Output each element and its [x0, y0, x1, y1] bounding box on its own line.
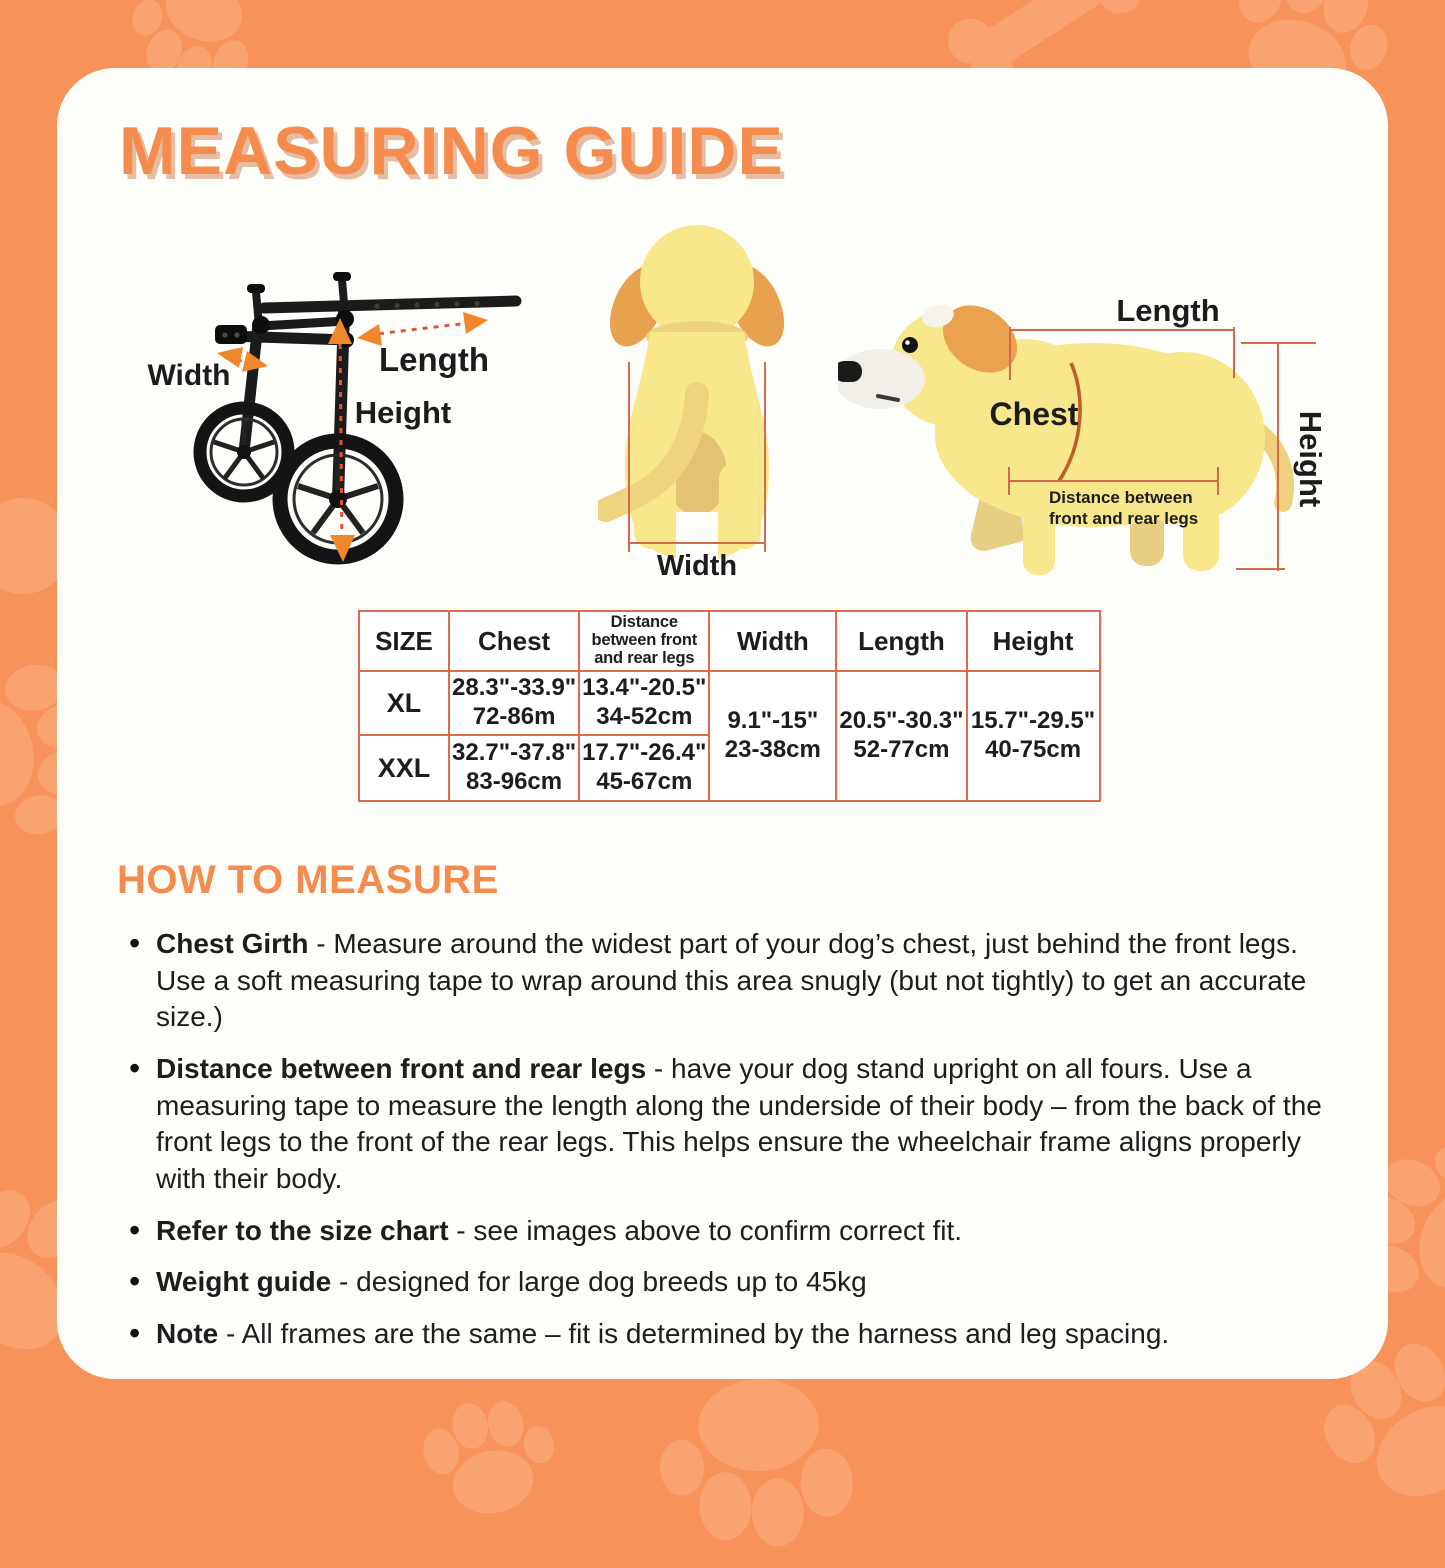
header-width: Width: [709, 611, 836, 671]
cell-xxl-chest: [449, 735, 579, 801]
bullet-lead: Weight guide: [156, 1266, 332, 1298]
value-in: 20.5"-30.3": [839, 707, 964, 735]
bullet-lead: Note: [156, 1318, 219, 1350]
header-height: Height: [967, 611, 1100, 671]
how-to-measure-heading: HOW TO MEASURE: [117, 858, 499, 902]
wheelchair-illustration: [125, 262, 615, 612]
dog-side-distance-label-line1: Distance between: [1049, 488, 1193, 507]
size-table-header-row: [359, 611, 1100, 671]
value-in: 13.4"-20.5": [582, 674, 707, 702]
dog-side-distance-label-line2: front and rear legs: [1049, 509, 1199, 528]
how-to-measure-list: [156, 926, 1348, 1368]
dog-side-view-illustration: [838, 283, 1338, 603]
paw-icon: [657, 1362, 864, 1568]
bullet-lead: Chest Girth: [156, 928, 309, 959]
dog-side-figure: [838, 291, 1285, 575]
bullet-text: - see images above to confirm correct fit.: [448, 1214, 963, 1246]
cell-xxl-distance: [579, 735, 709, 801]
bullet-text: - designed for large dog breeds up to 45kg: [331, 1266, 867, 1298]
value-in: 28.3"-33.9": [452, 674, 577, 702]
bullet-text: - have your dog stand upright on all fours. Use a measuring tape to measure the length along the underside of their body – from the back of the front legs to the front of the rear legs. This helps ensure the wheelchair frame aligns properly with their body.: [156, 1053, 1322, 1195]
bullet-note: [156, 1316, 1348, 1353]
value-in: 15.7"-29.5": [970, 707, 1096, 735]
bullet-text: - Measure around the widest part of your dog’s chest, just behind the front legs. Use a soft measuring tape to wrap around this area snugly (but not tightly) to get an accurate size.): [156, 928, 1307, 1033]
size-table-row-xl: [359, 671, 1100, 735]
cell-width: [709, 671, 836, 801]
header-distance: Distance between front and rear legs: [579, 611, 709, 671]
page-title: MEASURING GUIDE: [119, 113, 784, 189]
cell-xl-distance: [579, 671, 709, 735]
dog-back-width-label: Width: [656, 550, 738, 582]
value-cm: 34-52cm: [596, 703, 693, 730]
bullet-lead: Refer to the size chart: [156, 1214, 449, 1246]
header-chest: Chest: [449, 611, 579, 671]
size-table: [358, 610, 1101, 802]
bullet-size-chart: [156, 1213, 1348, 1250]
dog-back-view-illustration: [598, 212, 870, 602]
header-size: SIZE: [359, 611, 449, 671]
value-cm: 45-67cm: [596, 768, 693, 795]
value-in: 17.7"-26.4": [582, 739, 707, 767]
cell-xl-chest: [449, 671, 579, 735]
bullet-text: - All frames are the same – fit is determined by the harness and leg spacing.: [218, 1318, 1170, 1350]
bullet-weight-guide: [156, 1264, 1348, 1301]
value-in: 32.7"-37.8": [452, 739, 577, 767]
value-cm: 52-77cm: [853, 736, 950, 763]
value-cm: 40-75cm: [984, 736, 1082, 763]
value-cm: 72-86m: [472, 703, 556, 730]
cell-xxl-size: XXL: [359, 735, 449, 801]
header-length: Length: [836, 611, 966, 671]
wheelchair-height-label: Height: [354, 395, 452, 430]
paw-icon: [407, 1375, 567, 1535]
dog-side-height-label: Height: [1293, 410, 1328, 508]
cell-height: [967, 671, 1100, 801]
cell-length: [836, 671, 966, 801]
value-in: 9.1"-15": [727, 707, 819, 735]
bullet-chest-girth: [156, 926, 1348, 1036]
cell-xl-size: XL: [359, 671, 449, 735]
wheelchair-width-label: Width: [147, 359, 231, 392]
dog-side-length-label: Length: [1116, 293, 1220, 328]
bullet-lead: Distance between front and rear legs: [156, 1053, 647, 1085]
bullet-distance: [156, 1051, 1348, 1198]
wheelchair-length-label: Length: [379, 341, 489, 378]
value-cm: 83-96cm: [466, 768, 563, 795]
value-cm: 23-38cm: [724, 736, 821, 763]
dog-side-chest-label: Chest: [989, 396, 1079, 432]
